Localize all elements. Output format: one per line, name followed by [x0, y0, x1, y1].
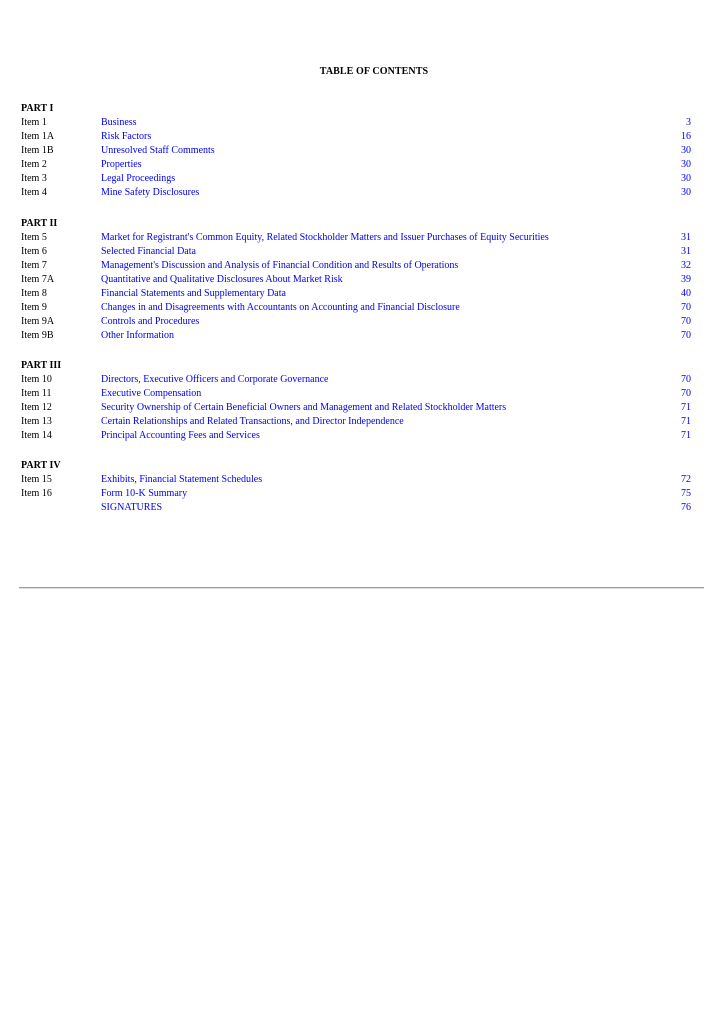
item-number: Item 6 [21, 246, 47, 257]
item-page-link[interactable]: 70 [681, 330, 691, 341]
item-page-link[interactable]: 39 [681, 274, 691, 285]
part-4-section [21, 459, 691, 515]
page-divider [19, 587, 704, 589]
item-page-link[interactable]: 3 [686, 117, 691, 128]
item-title-link[interactable]: Properties [101, 159, 142, 170]
item-title-link[interactable]: Executive Compensation [101, 388, 202, 399]
toc-row [21, 415, 691, 429]
part-1-section [21, 102, 691, 200]
item-page-link[interactable]: 40 [681, 288, 691, 299]
item-page-link[interactable]: 16 [681, 131, 691, 142]
item-title-link[interactable]: Unresolved Staff Comments [101, 145, 215, 156]
item-title-link[interactable]: Changes in and Disagreements with Accountants on Accounting and Financial Disclosure [101, 302, 460, 313]
toc-row [21, 401, 691, 415]
toc-row [21, 315, 691, 329]
toc-row [21, 116, 691, 130]
toc-row [21, 231, 691, 245]
item-title-link[interactable]: Financial Statements and Supplementary Data [101, 288, 286, 299]
toc-row [21, 473, 691, 487]
item-title-link[interactable]: Mine Safety Disclosures [101, 187, 200, 198]
item-title-link[interactable]: Controls and Procedures [101, 316, 200, 327]
item-number: Item 7A [21, 274, 55, 285]
toc-row [21, 429, 691, 443]
toc-row [21, 245, 691, 259]
item-page-link[interactable]: 71 [681, 416, 691, 427]
part-heading: PART III [21, 360, 62, 371]
toc-row [21, 373, 691, 387]
toc-row [21, 501, 691, 515]
item-page-link[interactable]: 32 [681, 260, 691, 271]
item-number: Item 13 [21, 416, 52, 427]
item-number: Item 15 [21, 474, 52, 485]
item-number: Item 14 [21, 430, 52, 441]
toc-row [21, 487, 691, 501]
item-title-link[interactable]: Selected Financial Data [101, 246, 196, 257]
item-title-link[interactable]: Directors, Executive Officers and Corporate Governance [101, 374, 329, 385]
item-number: Item 4 [21, 187, 47, 198]
item-page-link[interactable]: 70 [681, 316, 691, 327]
item-number: Item 1B [21, 145, 54, 156]
part-heading: PART I [21, 103, 54, 114]
item-page-link[interactable]: 31 [681, 246, 691, 257]
toc-row [21, 259, 691, 273]
item-title-link[interactable]: Principal Accounting Fees and Services [101, 430, 260, 441]
page-title: TABLE OF CONTENTS [319, 66, 429, 77]
item-page-link[interactable]: 30 [681, 159, 691, 170]
item-page-link[interactable]: 30 [681, 173, 691, 184]
toc-row [21, 172, 691, 186]
toc-row [21, 130, 691, 144]
item-page-link[interactable]: 70 [681, 374, 691, 385]
item-title-link[interactable]: Business [101, 117, 137, 128]
item-number: Item 5 [21, 232, 47, 243]
item-number: Item 2 [21, 159, 47, 170]
item-page-link[interactable]: 75 [681, 488, 691, 499]
item-page-link[interactable]: 30 [681, 145, 691, 156]
part-3-section [21, 359, 691, 443]
toc-row [21, 273, 691, 287]
item-title-link[interactable]: Form 10-K Summary [101, 488, 188, 499]
part-heading: PART II [21, 218, 58, 229]
toc-row [21, 301, 691, 315]
item-number: Item 10 [21, 374, 52, 385]
item-number: Item 12 [21, 402, 52, 413]
item-title-link[interactable]: Security Ownership of Certain Beneficial Owners and Management and Related Stockholder Matters [101, 402, 507, 413]
toc-row [21, 287, 691, 301]
item-title-link[interactable]: Risk Factors [101, 131, 152, 142]
item-title-link[interactable]: Certain Relationships and Related Transactions, and Director Independence [101, 416, 404, 427]
item-number: Item 7 [21, 260, 47, 271]
item-page-link[interactable]: 70 [681, 388, 691, 399]
item-page-link[interactable]: 70 [681, 302, 691, 313]
part-heading: PART IV [21, 460, 61, 471]
item-number: Item 9A [21, 316, 55, 327]
toc-row [21, 186, 691, 200]
item-number: Item 1A [21, 131, 55, 142]
item-number: Item 16 [21, 488, 52, 499]
toc-row [21, 144, 691, 158]
item-page-link[interactable]: 71 [681, 402, 691, 413]
item-number: Item 3 [21, 173, 47, 184]
item-page-link[interactable]: 76 [681, 502, 691, 513]
item-page-link[interactable]: 31 [681, 232, 691, 243]
item-title-link[interactable]: Quantitative and Qualitative Disclosures About Market Risk [101, 274, 343, 285]
item-page-link[interactable]: 71 [681, 430, 691, 441]
item-number: Item 8 [21, 288, 47, 299]
item-page-link[interactable]: 72 [681, 474, 691, 485]
signatures-link[interactable]: SIGNATURES [101, 502, 163, 513]
item-number: Item 11 [21, 388, 52, 399]
item-title-link[interactable]: Exhibits, Financial Statement Schedules [101, 474, 263, 485]
item-number: Item 1 [21, 117, 47, 128]
item-number: Item 9B [21, 330, 54, 341]
item-title-link[interactable]: Market for Registrant's Common Equity, Related Stockholder Matters and Issuer Purchases of Equity Securities [101, 232, 549, 243]
item-title-link[interactable]: Other Information [101, 330, 175, 341]
item-title-link[interactable]: Legal Proceedings [101, 173, 176, 184]
item-page-link[interactable]: 30 [681, 187, 691, 198]
part-2-section [21, 217, 691, 343]
toc-row [21, 387, 691, 401]
item-number: Item 9 [21, 302, 47, 313]
toc-row [21, 329, 691, 343]
item-title-link[interactable]: Management's Discussion and Analysis of Financial Condition and Results of Operations [101, 260, 459, 271]
toc-row [21, 158, 691, 172]
